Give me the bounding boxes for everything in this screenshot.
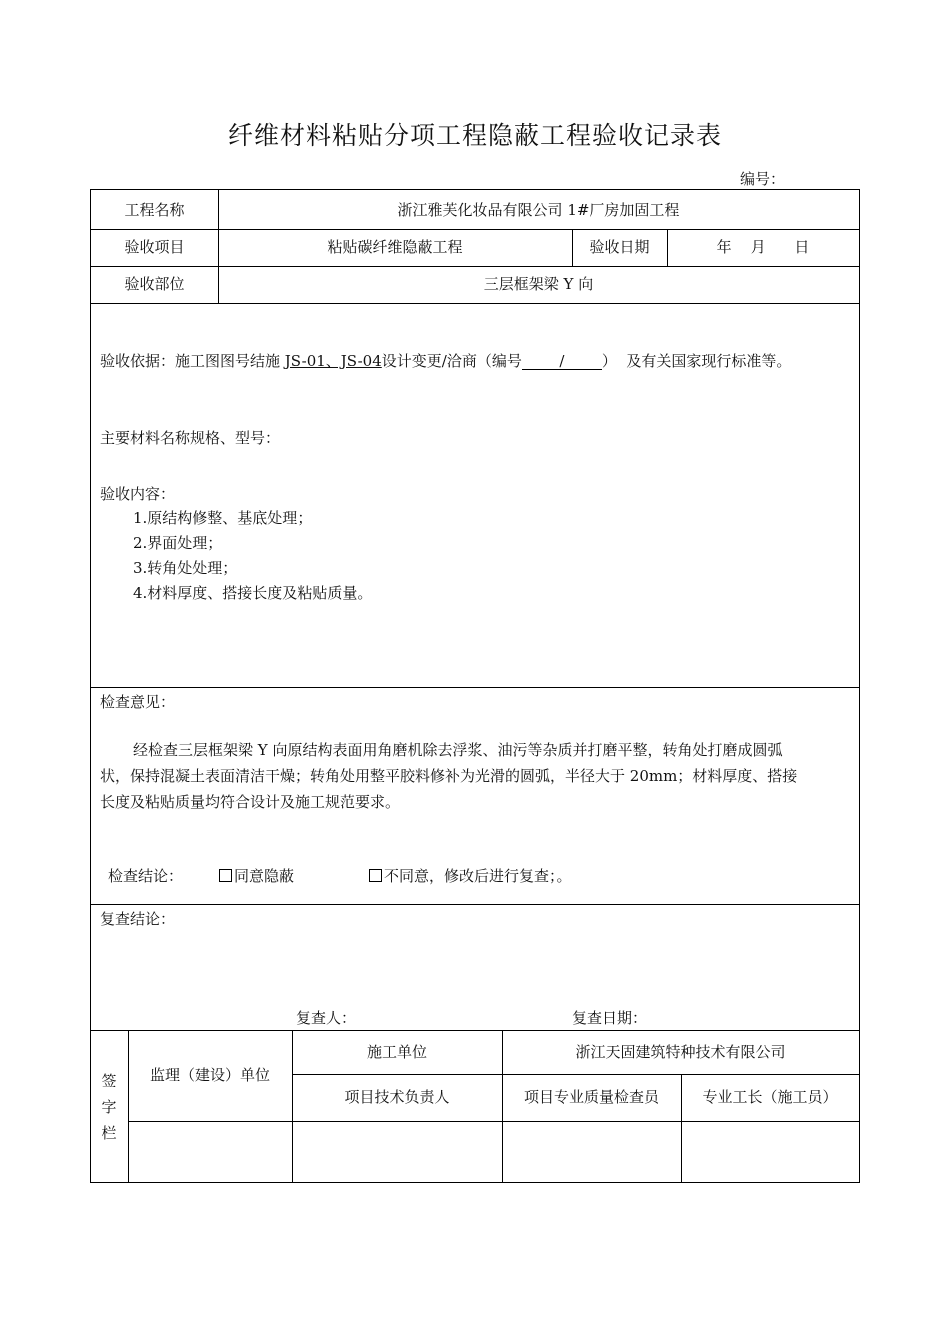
project-name-value: 浙江雅芙化妆品有限公司 1#厂房加固工程 [397,201,680,219]
doc-number-label: 编号： [740,170,786,188]
acceptance-part-value: 三层框架梁 Y 向 [483,275,594,293]
inspection-text-line: 长度及粘贴质量均符合设计及施工规范要求。 [100,793,401,811]
foreman-label: 专业工长（施工员） [702,1088,838,1106]
acceptance-date-value: 年 月 日 [716,238,810,256]
content-item: 3.转角处处理； [133,559,238,577]
page-title: 纤维材料粘贴分项工程隐蔽工程验收记录表 [227,121,722,150]
contractor-label: 施工单位 [366,1043,427,1061]
disagree-option[interactable]: 不同意，修改后进行复查；。 [369,866,572,886]
project-name-label: 工程名称 [124,201,185,219]
inspection-label: 检查意见： [100,693,176,711]
acceptance-basis: 验收依据：施工图图号结施 JS-01、JS-04设计变更/洽商（编号 / ） 及有关国家现行标准等。 [100,352,792,370]
sign-label: 签 字 栏 [101,1072,117,1142]
disagree-checkbox[interactable] [369,869,382,882]
quality-inspector-label: 项目专业质量检查员 [523,1088,659,1106]
acceptance-item-label: 验收项目 [124,238,185,256]
agree-checkbox[interactable] [219,869,232,882]
tech-lead-label: 项目技术负责人 [344,1088,450,1106]
conclusion-label: 检查结论： [108,867,184,885]
inspection-text-line: 经检查三层框架梁 Y 向原结构表面用角磨机除去浮浆、油污等杂质并打磨平整，转角处打磨成圆弧 [133,741,783,759]
inspection-text-line: 状，保持混凝土表面清洁干燥；转角处用整平胶料修补为光滑的圆弧，半径大于 20mm；材料厚度、搭接 [100,767,798,785]
agree-option[interactable]: 同意隐蔽 [219,866,294,886]
change-number: / [522,353,602,370]
record-table [90,189,860,1183]
supervisor-label: 监理（建设）单位 [149,1066,270,1084]
content-label: 验收内容： [100,485,176,503]
contractor-name: 浙江天固建筑特种技术有限公司 [575,1043,786,1061]
acceptance-date-label: 验收日期 [589,238,650,256]
materials-label: 主要材料名称规格、型号： [100,429,281,447]
content-item: 1.原结构修整、基底处理； [133,509,313,527]
recheck-date-label: 复查日期： [572,1009,648,1027]
acceptance-part-label: 验收部位 [124,275,185,293]
content-item: 4.材料厚度、搭接长度及粘贴质量。 [133,584,373,602]
drawing-number: JS-01、JS-04 [284,352,382,370]
acceptance-item-value: 粘贴碳纤维隐蔽工程 [327,238,463,256]
content-item: 2.界面处理； [133,534,223,552]
recheck-label: 复查结论： [100,910,176,928]
recheck-person-label: 复查人： [296,1009,357,1027]
